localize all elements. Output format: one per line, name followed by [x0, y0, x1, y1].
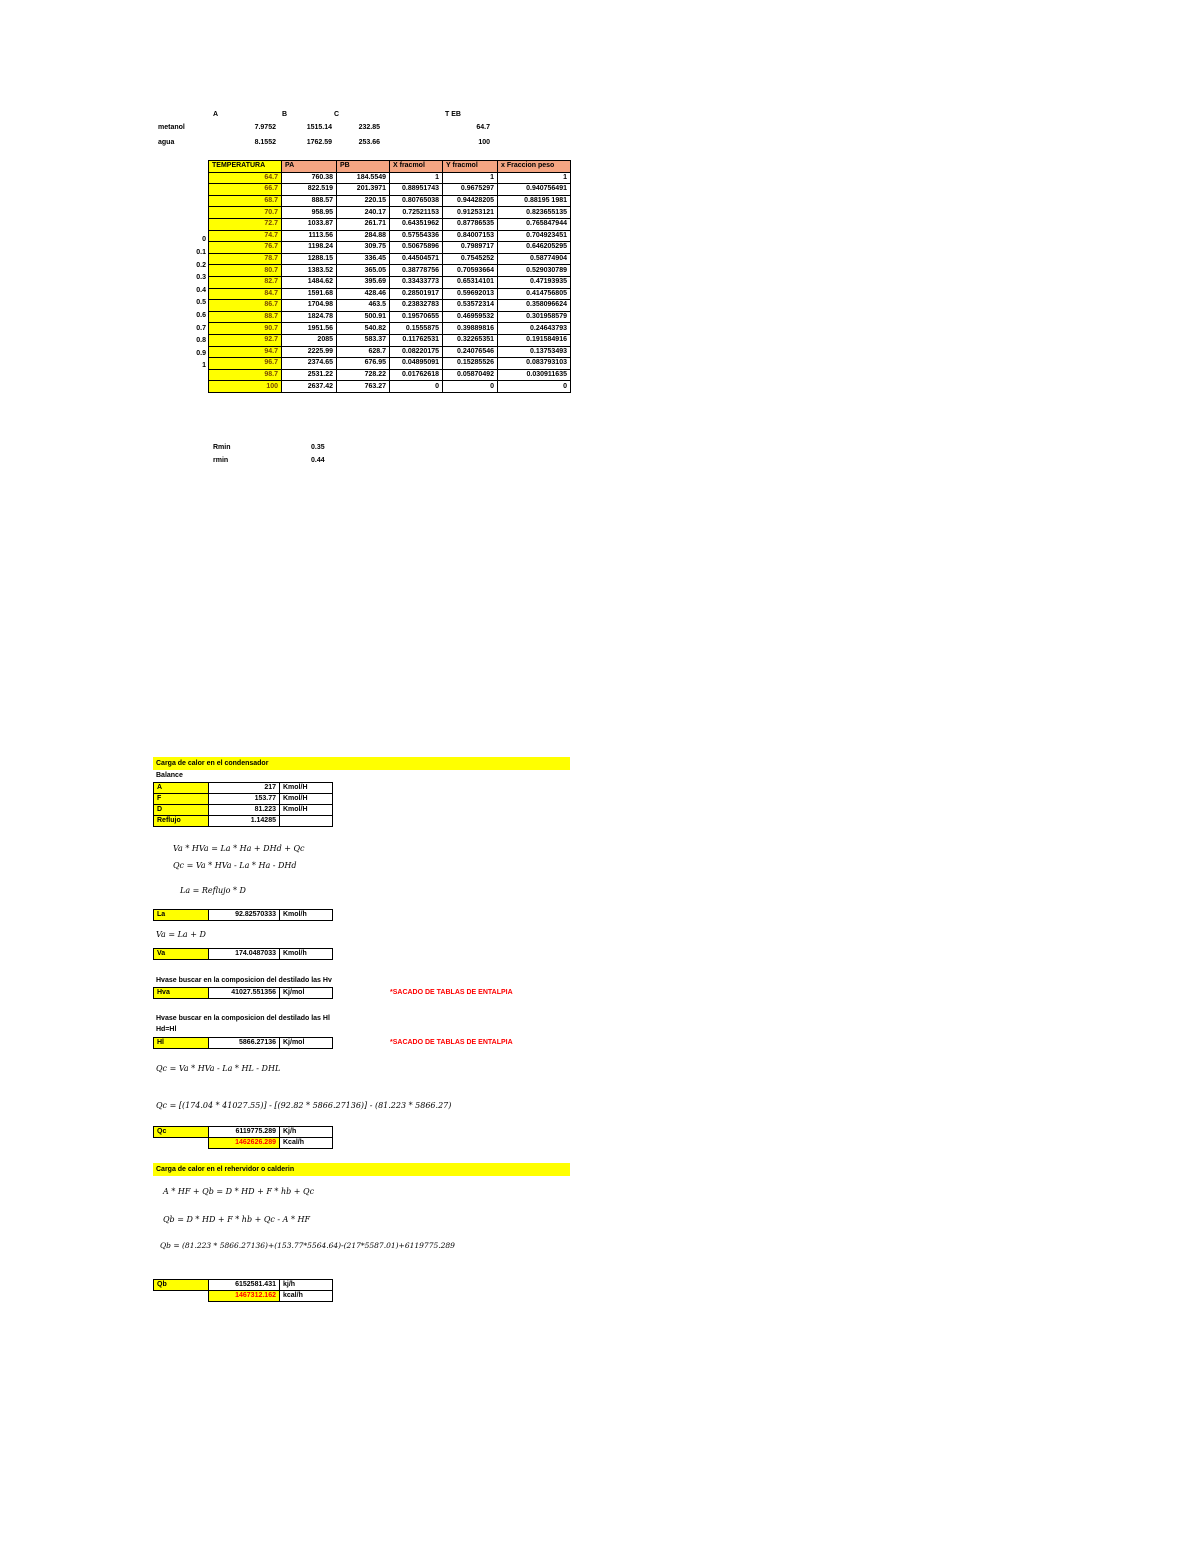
balance-reflujo-value: 1.14285	[209, 816, 280, 827]
table-row	[209, 242, 571, 254]
qb-empty-cell	[154, 1291, 209, 1302]
balance-d-value: 81.223	[209, 805, 280, 816]
table-cell: 0.7545252	[443, 253, 498, 265]
hl-table	[153, 1037, 333, 1049]
equation-3: La = Reflujo * D	[180, 886, 246, 895]
table-row	[209, 172, 571, 184]
table-cell: 0.44504571	[390, 253, 443, 265]
va-table	[153, 948, 333, 960]
balance-a-label: A	[154, 783, 209, 794]
table-row	[154, 1127, 333, 1138]
table-cell: 98.7	[209, 369, 282, 381]
col-x-fraccion-peso: x Fraccion peso	[498, 161, 571, 173]
table-cell: 0.70593664	[443, 265, 498, 277]
table-cell: 500.91	[337, 311, 390, 323]
table-cell: 0.88195 1981	[498, 195, 571, 207]
table-cell: 0.64351962	[390, 218, 443, 230]
table-cell: 66.7	[209, 184, 282, 196]
table-cell: 0.94428205	[443, 195, 498, 207]
table-cell: 583.37	[337, 334, 390, 346]
table-cell: 84.7	[209, 288, 282, 300]
col-x-fracmol: X fracmol	[390, 161, 443, 173]
table-cell: 0.19570655	[390, 311, 443, 323]
equation-4: Va = La + D	[156, 930, 206, 939]
table-row	[209, 323, 571, 335]
table-cell: 76.7	[209, 242, 282, 254]
table-cell: 0.87786535	[443, 218, 498, 230]
agua-label: agua	[158, 139, 175, 146]
table-cell: 68.7	[209, 195, 282, 207]
table-row	[209, 346, 571, 358]
table-cell: 240.17	[337, 207, 390, 219]
header-teb: T EB	[445, 111, 461, 118]
table-cell: 0.59692013	[443, 288, 498, 300]
table-cell: 0.24643793	[498, 323, 571, 335]
table-cell: 0.72521153	[390, 207, 443, 219]
table-row	[154, 1138, 333, 1149]
table-cell: 1383.52	[282, 265, 337, 277]
table-row	[154, 794, 333, 805]
table-cell: 88.7	[209, 311, 282, 323]
table-cell: 1113.56	[282, 230, 337, 242]
table-cell: 1033.87	[282, 218, 337, 230]
table-cell: 2085	[282, 334, 337, 346]
rehervidor-equation-2: Qb = D * HD + F * hb + Qc - A * HF	[163, 1215, 311, 1224]
table-cell: 1591.68	[282, 288, 337, 300]
balance-a-unit: Kmol/H	[280, 783, 333, 794]
table-cell: 1	[443, 172, 498, 184]
metanol-teb: 64.7	[476, 124, 490, 131]
table-row	[154, 910, 333, 921]
hl-label: Hl	[154, 1038, 209, 1049]
table-cell: 763.27	[337, 381, 390, 393]
hva-value: 41027.551356	[209, 988, 280, 999]
qb-label: Qb	[154, 1280, 209, 1291]
table-cell: 628.7	[337, 346, 390, 358]
table-cell: 0.57554336	[390, 230, 443, 242]
qb-table	[153, 1279, 333, 1302]
table-cell: 72.7	[209, 218, 282, 230]
metanol-c: 232.85	[358, 124, 380, 131]
equation-6: Qc = [(174.04 * 41027.55)] - [(92.82 * 5866.27136)] - (81.223 * 5866.27)	[156, 1101, 452, 1110]
table-cell: 888.57	[282, 195, 337, 207]
table-cell: 0	[443, 381, 498, 393]
qb-kcal-value: 1467312.162	[209, 1291, 280, 1302]
qc-label: Qc	[154, 1127, 209, 1138]
x-label: 0.7	[196, 324, 206, 332]
rmin-label: Rmin	[213, 444, 231, 451]
la-value: 92.82570333	[209, 910, 280, 921]
balance-f-value: 153.77	[209, 794, 280, 805]
table-cell: 0.39889816	[443, 323, 498, 335]
table-cell: 0.23832783	[390, 300, 443, 312]
col-pa: PA	[282, 161, 337, 173]
table-cell: 1	[498, 172, 571, 184]
x-label: 0.6	[196, 311, 206, 319]
qc-unit: Kj/h	[280, 1127, 333, 1138]
rehervidor-title: Carga de calor en el rehervidor o calderin	[153, 1163, 570, 1176]
hl-unit: Kj/mol	[280, 1038, 333, 1049]
table-cell: 96.7	[209, 358, 282, 370]
table-cell: 94.7	[209, 346, 282, 358]
table-cell: 100	[209, 381, 282, 393]
table-row	[209, 334, 571, 346]
condensador-title: Carga de calor en el condensador	[153, 757, 570, 770]
table-cell: 64.7	[209, 172, 282, 184]
qb-unit: kj/h	[280, 1280, 333, 1291]
qc-kcal-value: 1462626.289	[209, 1138, 280, 1149]
table-cell: 0.704923451	[498, 230, 571, 242]
table-row	[209, 381, 571, 393]
equation-5: Qc = Va * HVa - La * HL - DHL	[156, 1064, 281, 1073]
table-cell: 0.53572314	[443, 300, 498, 312]
table-row	[209, 369, 571, 381]
table-row	[209, 276, 571, 288]
note-hl: Hvase buscar en la composicion del destilado las Hl	[156, 1015, 330, 1022]
equation-1: Va * HVa = La * Ha + DHd + Qc	[173, 844, 305, 853]
qc-kcal-unit: Kcal/h	[280, 1138, 333, 1149]
table-cell: 0.05870492	[443, 369, 498, 381]
table-cell: 1824.78	[282, 311, 337, 323]
table-cell: 0.88951743	[390, 184, 443, 196]
table-cell: 1704.98	[282, 300, 337, 312]
x-label: 0	[202, 236, 206, 244]
table-cell: 0.65314101	[443, 276, 498, 288]
x-label: 1	[202, 362, 206, 370]
table-cell: 0.91253121	[443, 207, 498, 219]
table-cell: 760.38	[282, 172, 337, 184]
table-cell: 0.030911635	[498, 369, 571, 381]
table-cell: 0.01762618	[390, 369, 443, 381]
table-cell: 0.24076546	[443, 346, 498, 358]
table-row	[154, 1291, 333, 1302]
equation-2: Qc = Va * HVa - La * Ha - DHd	[173, 861, 297, 870]
table-cell: 220.15	[337, 195, 390, 207]
table-cell: 336.45	[337, 253, 390, 265]
col-y-fracmol: Y fracmol	[443, 161, 498, 173]
table-cell: 0.646205295	[498, 242, 571, 254]
table-cell: 2374.65	[282, 358, 337, 370]
qc-empty-cell	[154, 1138, 209, 1149]
table-cell: 0.50675896	[390, 242, 443, 254]
table-cell: 0.32265351	[443, 334, 498, 346]
table-cell: 463.5	[337, 300, 390, 312]
table-row	[209, 195, 571, 207]
table-row	[209, 218, 571, 230]
agua-teb: 100	[478, 139, 490, 146]
table-cell: 0.08220175	[390, 346, 443, 358]
table-cell: 822.519	[282, 184, 337, 196]
table-cell: 1951.56	[282, 323, 337, 335]
table-cell: 0.80765038	[390, 195, 443, 207]
agua-a: 8.1552	[254, 139, 276, 146]
table-row	[154, 949, 333, 960]
table-cell: 1198.24	[282, 242, 337, 254]
table-cell: 1484.62	[282, 276, 337, 288]
table-cell: 0.47193935	[498, 276, 571, 288]
table-cell: 365.05	[337, 265, 390, 277]
table-cell: 540.82	[337, 323, 390, 335]
rehervidor-equation-1: A * HF + Qb = D * HD + F * hb + Qc	[163, 1187, 315, 1196]
table-cell: 0.529030789	[498, 265, 571, 277]
reference-note-2: *SACADO DE TABLAS DE ENTALPIA	[390, 1039, 513, 1046]
va-label: Va	[154, 949, 209, 960]
header-a: A	[213, 111, 219, 118]
table-cell: 90.7	[209, 323, 282, 335]
reference-note-1: *SACADO DE TABLAS DE ENTALPIA	[390, 989, 513, 996]
table-cell: 184.5549	[337, 172, 390, 184]
table-cell: 728.22	[337, 369, 390, 381]
col-pb: PB	[337, 161, 390, 173]
table-cell: 428.46	[337, 288, 390, 300]
table-row	[209, 265, 571, 277]
x-label: 0.4	[196, 286, 206, 294]
table-cell: 0.765847944	[498, 218, 571, 230]
table-cell: 0	[390, 381, 443, 393]
hd-hl-note: Hd=Hl	[156, 1026, 177, 1033]
table-cell: 201.3971	[337, 184, 390, 196]
x-label: 0.1	[196, 248, 206, 256]
balance-d-label: D	[154, 805, 209, 816]
va-value: 174.0487033	[209, 949, 280, 960]
table-cell: 0	[498, 381, 571, 393]
metanol-b: 1515.14	[306, 124, 332, 131]
table-header-row	[209, 161, 571, 173]
table-cell: 1288.15	[282, 253, 337, 265]
table-cell: 78.7	[209, 253, 282, 265]
table-cell: 2225.99	[282, 346, 337, 358]
table-cell: 0.1555875	[390, 323, 443, 335]
balance-reflujo-label: Reflujo	[154, 816, 209, 827]
rmin2-value: 0.44	[311, 457, 325, 464]
table-cell: 86.7	[209, 300, 282, 312]
equilibrium-table	[208, 160, 571, 393]
balance-label: Balance	[156, 772, 183, 779]
table-row	[154, 816, 333, 827]
table-cell: 0.7989717	[443, 242, 498, 254]
table-cell: 0.46959532	[443, 311, 498, 323]
agua-b: 1762.59	[306, 139, 332, 146]
table-cell: 0.191584916	[498, 334, 571, 346]
table-cell: 0.414756805	[498, 288, 571, 300]
qc-value: 6119775.289	[209, 1127, 280, 1138]
table-row	[209, 300, 571, 312]
x-label: 0.3	[196, 274, 206, 282]
table-cell: 0.38778756	[390, 265, 443, 277]
la-label: La	[154, 910, 209, 921]
table-cell: 2531.22	[282, 369, 337, 381]
balance-table	[153, 782, 333, 827]
table-cell: 0.11762531	[390, 334, 443, 346]
table-cell: 0.15285526	[443, 358, 498, 370]
table-row	[154, 1280, 333, 1291]
table-cell: 92.7	[209, 334, 282, 346]
table-cell: 0.13753493	[498, 346, 571, 358]
table-row	[154, 783, 333, 794]
table-cell: 2637.42	[282, 381, 337, 393]
la-table	[153, 909, 333, 921]
table-cell: 261.71	[337, 218, 390, 230]
table-cell: 0.9675297	[443, 184, 498, 196]
table-cell: 0.940756491	[498, 184, 571, 196]
table-cell: 0.84007153	[443, 230, 498, 242]
table-cell: 676.95	[337, 358, 390, 370]
table-cell: 958.95	[282, 207, 337, 219]
va-unit: Kmol/h	[280, 949, 333, 960]
header-b: B	[282, 111, 288, 118]
table-row	[209, 358, 571, 370]
balance-d-unit: Kmol/H	[280, 805, 333, 816]
table-row	[209, 184, 571, 196]
col-temperatura: TEMPERATURA	[209, 161, 282, 173]
balance-f-label: F	[154, 794, 209, 805]
table-row	[209, 311, 571, 323]
table-row	[154, 988, 333, 999]
x-label: 0.9	[196, 349, 206, 357]
table-row	[154, 805, 333, 816]
balance-reflujo-unit	[280, 816, 333, 827]
table-cell: 0.28501917	[390, 288, 443, 300]
table-cell: 309.75	[337, 242, 390, 254]
rmin-value: 0.35	[311, 444, 325, 451]
table-cell: 1	[390, 172, 443, 184]
metanol-label: metanol	[158, 124, 185, 131]
header-c: C	[334, 111, 340, 118]
table-row	[154, 1038, 333, 1049]
rmin2-label: rmin	[213, 457, 229, 464]
table-cell: 0.083793103	[498, 358, 571, 370]
x-label: 0.8	[196, 337, 206, 345]
table-row	[209, 288, 571, 300]
table-row	[209, 253, 571, 265]
table-cell: 0.301958579	[498, 311, 571, 323]
x-label: 0.5	[196, 299, 206, 307]
note-hv: Hvase buscar en la composicion del destilado las Hv	[156, 977, 332, 984]
hva-unit: Kj/mol	[280, 988, 333, 999]
qb-kcal-unit: kcal/h	[280, 1291, 333, 1302]
table-cell: 0.823655135	[498, 207, 571, 219]
table-cell: 395.69	[337, 276, 390, 288]
table-cell: 0.04895091	[390, 358, 443, 370]
rehervidor-equation-3: Qb = (81.223 * 5866.27136)+(153.77*5564.64)-(217*5587.01)+6119775.289	[160, 1241, 455, 1250]
table-row	[209, 230, 571, 242]
table-cell: 74.7	[209, 230, 282, 242]
hva-label: Hva	[154, 988, 209, 999]
table-cell: 70.7	[209, 207, 282, 219]
agua-c: 253.66	[358, 139, 380, 146]
table-cell: 0.58774904	[498, 253, 571, 265]
table-cell: 0.358096624	[498, 300, 571, 312]
la-unit: Kmol/h	[280, 910, 333, 921]
x-label: 0.2	[196, 261, 206, 269]
hl-value: 5866.27136	[209, 1038, 280, 1049]
balance-f-unit: Kmol/H	[280, 794, 333, 805]
qb-value: 6152581.431	[209, 1280, 280, 1291]
table-cell: 82.7	[209, 276, 282, 288]
qc-table	[153, 1126, 333, 1149]
table-row	[209, 207, 571, 219]
balance-a-value: 217	[209, 783, 280, 794]
table-cell: 0.33433773	[390, 276, 443, 288]
table-cell: 80.7	[209, 265, 282, 277]
hva-table	[153, 987, 333, 999]
metanol-a: 7.9752	[254, 124, 276, 131]
table-cell: 284.88	[337, 230, 390, 242]
